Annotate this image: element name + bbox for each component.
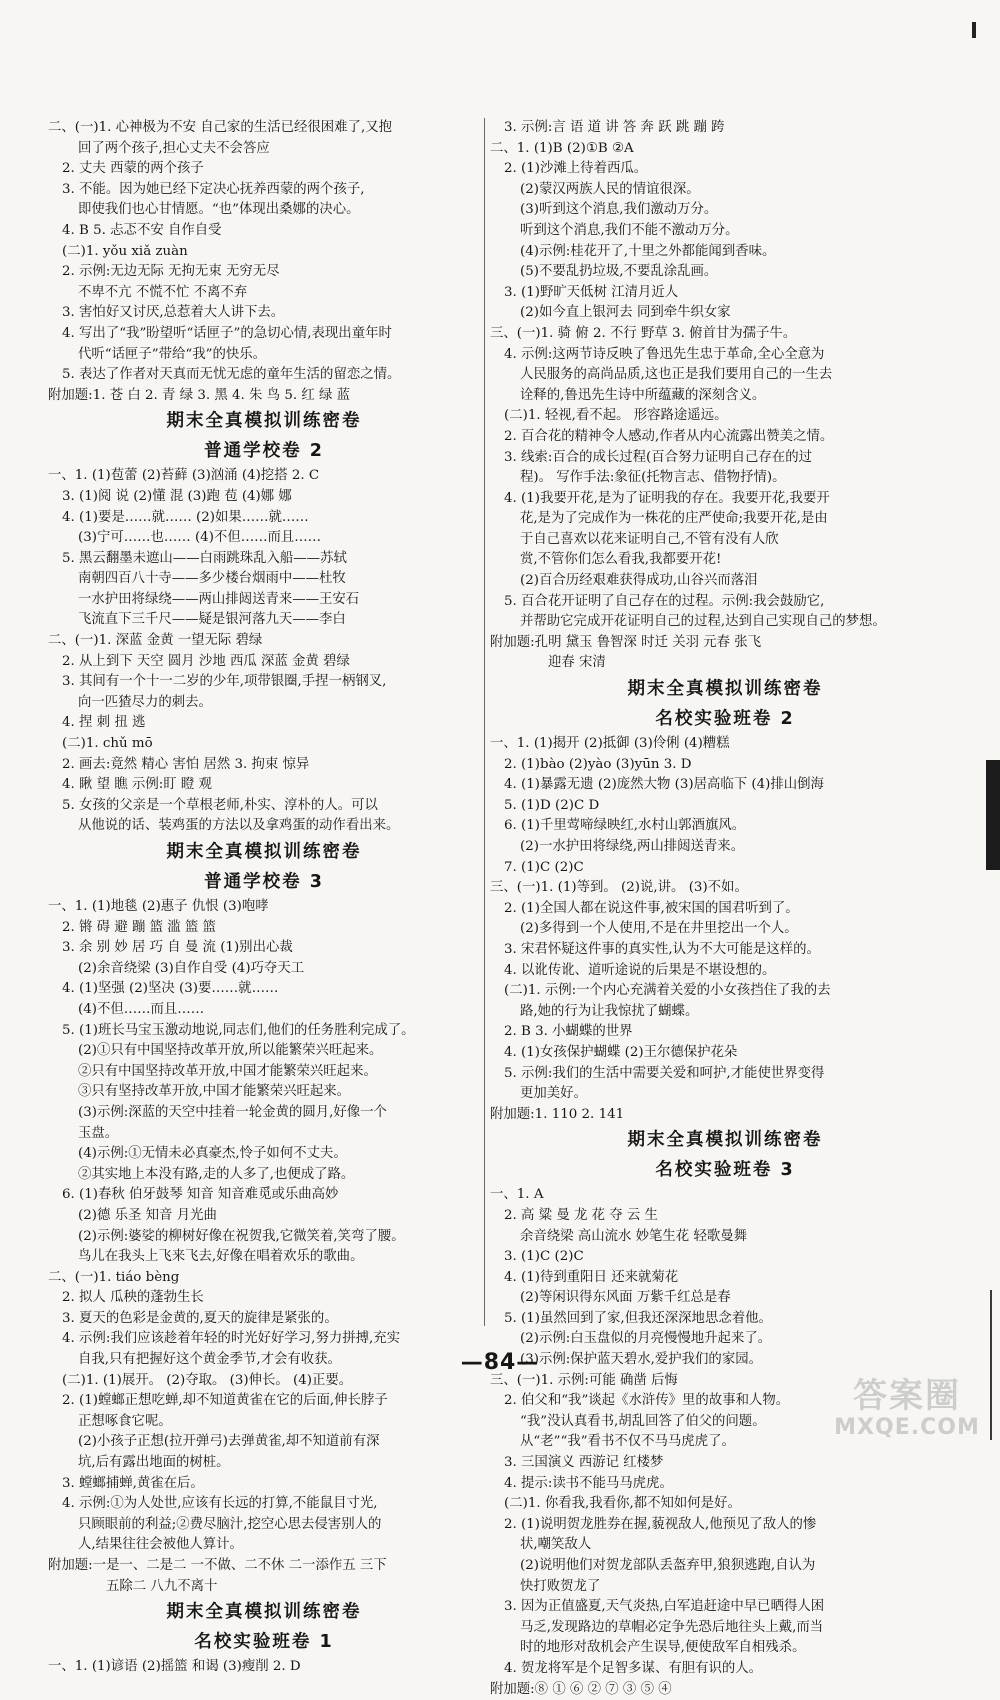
answer-line: 4. 示例:①为人处世,应该有长远的打算,不能鼠目寸光, xyxy=(62,1496,378,1512)
answer-line: 听到这个消息,我们不能不激动万分。 xyxy=(520,222,739,238)
answer-line: 4. 瞅 望 瞧 示例:盯 瞪 观 xyxy=(62,777,212,793)
answer-line: 自我,只有把握好这个黄金季节,才会有收获。 xyxy=(78,1352,341,1368)
answer-line: 3. 害怕好又讨厌,总惹着大人讲下去。 xyxy=(62,305,285,321)
answer-line: ③只有坚持改革开放,中国才能繁荣兴旺起来。 xyxy=(78,1084,351,1100)
answer-line: 时的地形对敌机会产生误导,便使敌军自相残杀。 xyxy=(520,1640,806,1656)
answer-line: 4. (1)待到重阳日 还来就菊花 xyxy=(504,1269,679,1285)
answer-line: (二)1. 你看我,我看你,都不知如何是好。 xyxy=(504,1496,741,1512)
watermark-logo-text: 答案圈 xyxy=(853,1376,961,1416)
answer-line: 2. 示例:无边无际 无拘无束 无穷无尽 xyxy=(62,264,280,280)
answer-line: 2. (1)螳螂正想吃蝉,却不知道黄雀在它的后面,伸长脖子 xyxy=(62,1393,388,1409)
answer-line: (2)等闲识得东风面 万紫千红总是春 xyxy=(520,1290,731,1306)
answer-line: 2. (1)沙滩上待着西瓜。 xyxy=(504,161,648,177)
answer-line: 只顾眼前的利益;②费尽脑汁,挖空心思去侵害别人的 xyxy=(78,1516,382,1532)
answer-line: 诠释的,鲁迅先生诗中所蕴藏的深刻含义。 xyxy=(520,387,766,403)
section-title: 普通学校卷 2 xyxy=(204,441,324,462)
column-divider xyxy=(484,118,485,1326)
answer-line: 附加题:孔明 黛玉 鲁智深 时迁 关羽 元春 张飞 xyxy=(490,634,762,650)
answer-line: 4. 示例:我们应该趁着年轻的时光好好学习,努力拼搏,充实 xyxy=(62,1331,401,1347)
answer-line: 程)。 写作手法:象征(托物言志、借物抒情)。 xyxy=(520,470,786,486)
answer-line: 5. (1)班长马宝玉激动地说,同志们,他们的任务胜利完成了。 xyxy=(62,1022,415,1038)
answer-line: 一、1. (1)苞蕾 (2)苔藓 (3)汹涌 (4)挖搭 2. C xyxy=(48,468,320,484)
answer-line: 3. (1)野旷天低树 江清月近人 xyxy=(504,284,679,300)
answer-line: 附加题:⑧ ① ⑥ ② ⑦ ③ ⑤ ④ xyxy=(490,1681,672,1697)
answer-line: 5. (1)D (2)C D xyxy=(504,797,600,813)
answer-line: 4. (1)暴露无遗 (2)庞然大物 (3)居高临下 (4)排山倒海 xyxy=(504,777,824,793)
answer-line: 迎春 宋清 xyxy=(548,655,606,671)
answer-line: 二、(一)1. tiáo bèng xyxy=(48,1269,180,1285)
answer-line: (2)一水护田将绿绕,两山排闼送青来。 xyxy=(520,839,745,854)
answer-line: 坑,后有露出地面的树桩。 xyxy=(78,1455,230,1471)
answer-line: 鸟儿在我头上飞来飞去,好像在唱着欢乐的歌曲。 xyxy=(78,1249,364,1265)
answer-line: (二)1. yǒu xiǎ zuàn xyxy=(62,243,188,259)
answer-line: 7. (1)C (2)C xyxy=(504,859,584,875)
answer-line: (4)示例:桂花开了,十里之外都能闻到香味。 xyxy=(520,243,776,259)
answer-line: 二、(一)1. 心神极为不安 自己家的生活已经很困难了,又抱 xyxy=(48,120,392,135)
answer-line: 4. (1)要是……就…… (2)如果……就…… xyxy=(62,509,309,525)
answer-line: 3. 螳螂捕蝉,黄雀在后。 xyxy=(62,1475,204,1491)
answer-line: 5. (1)虽然回到了家,但我还深深地思念着他。 xyxy=(504,1310,772,1326)
answer-line: 一、1. A xyxy=(490,1187,544,1203)
answer-line: (4)不但……而且…… xyxy=(78,1001,205,1017)
answer-line: 5. 黑云翻墨未遮山——白雨跳珠乱入船——苏轼 xyxy=(62,550,347,566)
answer-line: 3. 示例:言 语 道 讲 答 奔 跃 跳 蹦 跨 xyxy=(504,120,725,135)
answer-line: 一、1. (1)地毯 (2)惠子 仇恨 (3)咆哮 xyxy=(48,899,269,914)
page-number: —84— xyxy=(460,1350,540,1375)
answer-line: ②只有中国坚持改革开放,中国才能繁荣兴旺起来。 xyxy=(78,1063,377,1079)
section-title: 期末全真模拟训练密卷 xyxy=(166,411,362,432)
watermark-logo xyxy=(832,1376,982,1446)
answer-line: 向一匹猹尽力的刺去。 xyxy=(78,694,212,710)
answer-line: 4. (1)坚强 (2)坚决 (3)要……就…… xyxy=(62,981,279,997)
answer-line: 二、(一)1. 深蓝 金黄 一望无际 碧绿 xyxy=(48,633,263,649)
answer-line: 3. (1)C (2)C xyxy=(504,1249,584,1265)
answer-line: 人民服务的高尚品质,这也正是我们要用自己的一生去 xyxy=(520,367,833,383)
answer-line: 人,结果往往会被他人算计。 xyxy=(78,1537,243,1553)
answer-line: 三、(一)1. (1)等到。 (2)说,讲。 (3)不如。 xyxy=(490,880,748,896)
answer-line: 2. (1)bào (2)yào (3)yūn 3. D xyxy=(504,756,692,772)
answer-line: 从他说的话、装鸡蛋的方法以及拿鸡蛋的动作看出来。 xyxy=(78,818,400,834)
answer-line: 5. 表达了作者对天真而无忧无虑的童年生活的留恋之情。 xyxy=(62,367,401,383)
answer-line: 4. (1)女孩保护蝴蝶 (2)王尔德保护花朵 xyxy=(504,1044,738,1060)
answer-line: 一水护田将绿绕——两山排闼送青来——王安石 xyxy=(78,591,360,607)
answer-line: 三、(一)1. 骑 俯 2. 不行 野草 3. 俯首甘为孺子牛。 xyxy=(490,325,797,341)
answer-line: 三、(一)1. 示例:可能 确凿 后悔 xyxy=(490,1372,678,1388)
answer-line: 5. 示例:我们的生活中需要关爱和呵护,才能使世界变得 xyxy=(504,1065,825,1081)
answer-line: 马乏,发现路边的草帽必定争先恐后地往头上戴,而当 xyxy=(520,1619,824,1635)
answer-line: 4. 示例:这两节诗反映了鲁迅先生忠于革命,全心全意为 xyxy=(504,346,825,362)
answer-line: 路,她的行为让我惊扰了蝴蝶。 xyxy=(520,1003,699,1019)
answer-line: 飞流直下三千尺——疑是银河落九天——李白 xyxy=(78,612,346,628)
answer-line: 3. (1)阅 说 (2)懂 混 (3)跑 苞 (4)娜 娜 xyxy=(62,488,292,504)
answer-line: 回了两个孩子,担心丈夫不会答应 xyxy=(78,140,270,156)
answer-line: (2)如今直上银河去 同到牵牛织女家 xyxy=(520,305,731,321)
answer-line: (3)宁可……也…… (4)不但……而且…… xyxy=(78,530,322,546)
answer-line: 代听“话匣子”带给“我”的快乐。 xyxy=(78,346,267,362)
answer-line: 附加题:1. 110 2. 141 xyxy=(490,1106,625,1122)
section-title: 期末全真模拟训练密卷 xyxy=(166,1602,362,1623)
section-title: 名校实验班卷 2 xyxy=(655,709,795,730)
answer-line: 并帮助它完成开花证明自己的过程,达到自己实现自己的梦想。 xyxy=(520,614,886,630)
answer-line: (2)示例:白玉盘似的月亮慢慢地升起来了。 xyxy=(520,1331,772,1347)
answer-line: 3. 宋君怀疑这件事的真实性,认为不大可能是这样的。 xyxy=(504,941,820,957)
answer-line: 快打败贺龙了 xyxy=(520,1578,601,1594)
binding-line xyxy=(990,1290,992,1440)
answer-line: (2)德 乐圣 知音 月光曲 xyxy=(78,1207,217,1223)
section-title: 期末全真模拟训练密卷 xyxy=(627,1130,823,1151)
answer-line: (2)多得到一个人使用,不是在井里挖出一个人。 xyxy=(520,921,798,937)
answer-line: 3. 因为正值盛夏,天气炎热,白军追赶途中早已晒得人困 xyxy=(504,1599,825,1615)
answer-line: 更加美好。 xyxy=(520,1086,587,1102)
answer-line: 4. 以讹传讹、道听途说的后果是不堪设想的。 xyxy=(504,962,776,978)
answer-line: (5)不要乱扔垃圾,不要乱涂乱画。 xyxy=(520,264,718,280)
answer-line: 2. 百合花的精神令人感动,作者从内心流露出赞美之情。 xyxy=(504,428,834,444)
answer-line: 2. 高 粱 曼 龙 花 夺 云 生 xyxy=(504,1207,658,1223)
answer-line: 3. 夏天的色彩是金黄的,夏天的旋律是紧张的。 xyxy=(62,1310,338,1326)
answer-line: (2)①只有中国坚持改革开放,所以能繁荣兴旺起来。 xyxy=(78,1043,383,1059)
answer-line: 2. 锵 碍 避 蹦 篮 滥 篮 篮 xyxy=(62,919,216,935)
answer-line: 2. 画去:竟然 精心 害怕 居然 3. 拘束 惊异 xyxy=(62,756,310,772)
answer-line: 2. 伯父和“我”谈起《水浒传》里的故事和人物。 xyxy=(504,1393,790,1409)
answer-line: (3)示例:保护蓝天碧水,爱护我们的家园。 xyxy=(520,1352,762,1368)
answer-line: 一、1. (1)谚语 (2)摇篮 和谒 (3)瘦削 2. D xyxy=(48,1659,301,1675)
answer-line: 不卑不亢 不慌不忙 不离不弃 xyxy=(78,284,248,300)
answer-line: 2. 丈夫 西蒙的两个孩子 xyxy=(62,161,204,177)
answer-line: 6. (1)千里莺啼绿映红,水村山郭酒旗风。 xyxy=(504,818,746,834)
answer-line: 一、1. (1)揭开 (2)抵御 (3)伶俐 (4)糟糕 xyxy=(490,736,730,752)
answer-line: 4. 写出了“我”盼望听“话匣子”的急切心情,表现出童年时 xyxy=(62,325,392,341)
answer-line: (2)示例:婆娑的柳树好像在祝贺我,它微笑着,笑弯了腰。 xyxy=(78,1228,405,1244)
answer-line: ②其实地上本没有路,走的人多了,也便成了路。 xyxy=(78,1166,355,1182)
watermark-url: MXQE.COM xyxy=(834,1415,980,1440)
answer-line: 3. 线索:百合的成长过程(百合努力证明自己存在的过 xyxy=(504,449,812,465)
answer-line: 赏,不管你们怎么看我,我都要开花! xyxy=(520,552,722,568)
binding-mark xyxy=(986,760,1000,870)
answer-line: 4. 提示:读书不能马马虎虎。 xyxy=(504,1475,673,1491)
answer-line: 从“老”“我”看书不仅不马马虎虎了。 xyxy=(520,1434,735,1450)
answer-line: (二)1. chǔ mō xyxy=(62,736,153,752)
answer-line: 2. (1)说明贺龙胜券在握,藐视敌人,他预见了敌人的惨 xyxy=(504,1516,817,1532)
answer-line: 3. 三国演义 西游记 红楼梦 xyxy=(504,1455,664,1471)
answer-line: (2)余音绕梁 (3)自作自受 (4)巧夺天工 xyxy=(78,960,305,976)
answer-line: (2)百合历经艰难获得成功,山谷兴而落泪 xyxy=(520,573,758,589)
answer-line: “我”没认真看书,胡乱回答了伯父的问题。 xyxy=(520,1413,766,1429)
answer-line: 花,是为了完成作为一株花的庄严使命;我要开花,是由 xyxy=(520,511,828,527)
answer-line: (2)说明他们对贺龙部队丢盔弃甲,狼狈逃跑,自认为 xyxy=(520,1558,816,1573)
answer-line: 4. (1)我要开花,是为了证明我的存在。我要开花,我要开 xyxy=(504,490,830,506)
corner-mark xyxy=(972,22,976,38)
answer-line: (二)1. (1)展开。 (2)夺取。 (3)伸长。 (4)正要。 xyxy=(62,1372,353,1388)
answer-line: 2. (1)全国人都在说这件事,被宋国的国君听到了。 xyxy=(504,900,799,916)
answer-line: 6. (1)春秋 伯牙鼓琴 知音 知音难觅或乐曲高妙 xyxy=(62,1187,339,1203)
answer-line: 于自己喜欢以花来证明自己,不管有没有人欣 xyxy=(520,531,779,547)
answer-line: 4. 捏 刺 扭 逃 xyxy=(62,715,146,731)
answer-line: 2. B 3. 小蝴蝶的世界 xyxy=(504,1024,633,1040)
section-title: 期末全真模拟训练密卷 xyxy=(166,842,362,862)
answer-line: 正想啄食它呢。 xyxy=(78,1413,172,1429)
answer-line: 3. 不能。因为她已经下定决心抚养西蒙的两个孩子, xyxy=(62,181,365,197)
answer-line: 3. 其间有一个十一二岁的少年,项带银圈,手捏一柄钢叉, xyxy=(62,674,387,690)
answer-line: 二、1. (1)B (2)①B ②A xyxy=(490,140,634,156)
answer-line: 3. 余 别 妙 居 巧 自 曼 流 (1)别出心裁 xyxy=(62,940,293,956)
answer-line: (3)示例:深蓝的天空中挂着一轮金黄的圆月,好像一个 xyxy=(78,1104,387,1120)
answer-line: 2. 拟人 瓜秧的蓬勃生长 xyxy=(62,1290,204,1306)
section-title: 名校实验班卷 3 xyxy=(655,1160,795,1181)
section-title: 普通学校卷 3 xyxy=(204,872,324,892)
section-title: 名校实验班卷 1 xyxy=(194,1632,334,1653)
section-title: 期末全真模拟训练密卷 xyxy=(627,679,823,700)
answer-line: 2. 从上到下 天空 圆月 沙地 西瓜 深蓝 金黄 碧绿 xyxy=(62,653,350,669)
answer-line: (3)听到这个消息,我们激动万分。 xyxy=(520,202,718,218)
answer-line: 南朝四百八十寺——多少楼台烟雨中——杜牧 xyxy=(78,571,346,587)
answer-line: (4)示例:①无情未必真豪杰,怜子如何不丈夫。 xyxy=(78,1146,347,1162)
answer-line: 附加题:1. 苍 白 2. 青 绿 3. 黑 4. 朱 鸟 5. 红 绿 蓝 xyxy=(48,387,351,403)
answer-line: 即使我们也心甘情愿。“也”体现出桑娜的决心。 xyxy=(78,202,360,218)
answer-line: 状,嘲笑敌人 xyxy=(520,1537,592,1553)
answer-line: 5. 女孩的父亲是一个草根老师,朴实、淳朴的人。可以 xyxy=(62,797,378,813)
left-answer-column xyxy=(48,118,480,1675)
answer-line: (2)蒙汉两族人民的情谊很深。 xyxy=(520,181,700,197)
answer-line: 5. 百合花开证明了自己存在的过程。示例:我会鼓励它, xyxy=(504,593,825,609)
answer-line: 4. B 5. 忐忑不安 自作自受 xyxy=(62,222,222,238)
answer-line: 附加题:一是一、二是二 一不做、二不休 二一添作五 三下 xyxy=(48,1558,387,1573)
answer-line: (二)1. 示例:一个内心充满着关爱的小女孩挡住了我的去 xyxy=(504,983,831,999)
answer-line: 4. 贺龙将军是个足智多谋、有胆有识的人。 xyxy=(504,1660,763,1676)
answer-line: 五除二 八九不离十 xyxy=(106,1578,218,1594)
answer-line: 玉盘。 xyxy=(78,1125,119,1141)
answer-line: (二)1. 轻视,看不起。 形容路途遥远。 xyxy=(504,408,728,424)
answer-line: (2)小孩子正想(拉开弹弓)去弹黄雀,却不知道前有深 xyxy=(78,1434,380,1450)
answer-line: 余音绕梁 高山流水 妙笔生花 轻歌曼舞 xyxy=(520,1228,748,1244)
